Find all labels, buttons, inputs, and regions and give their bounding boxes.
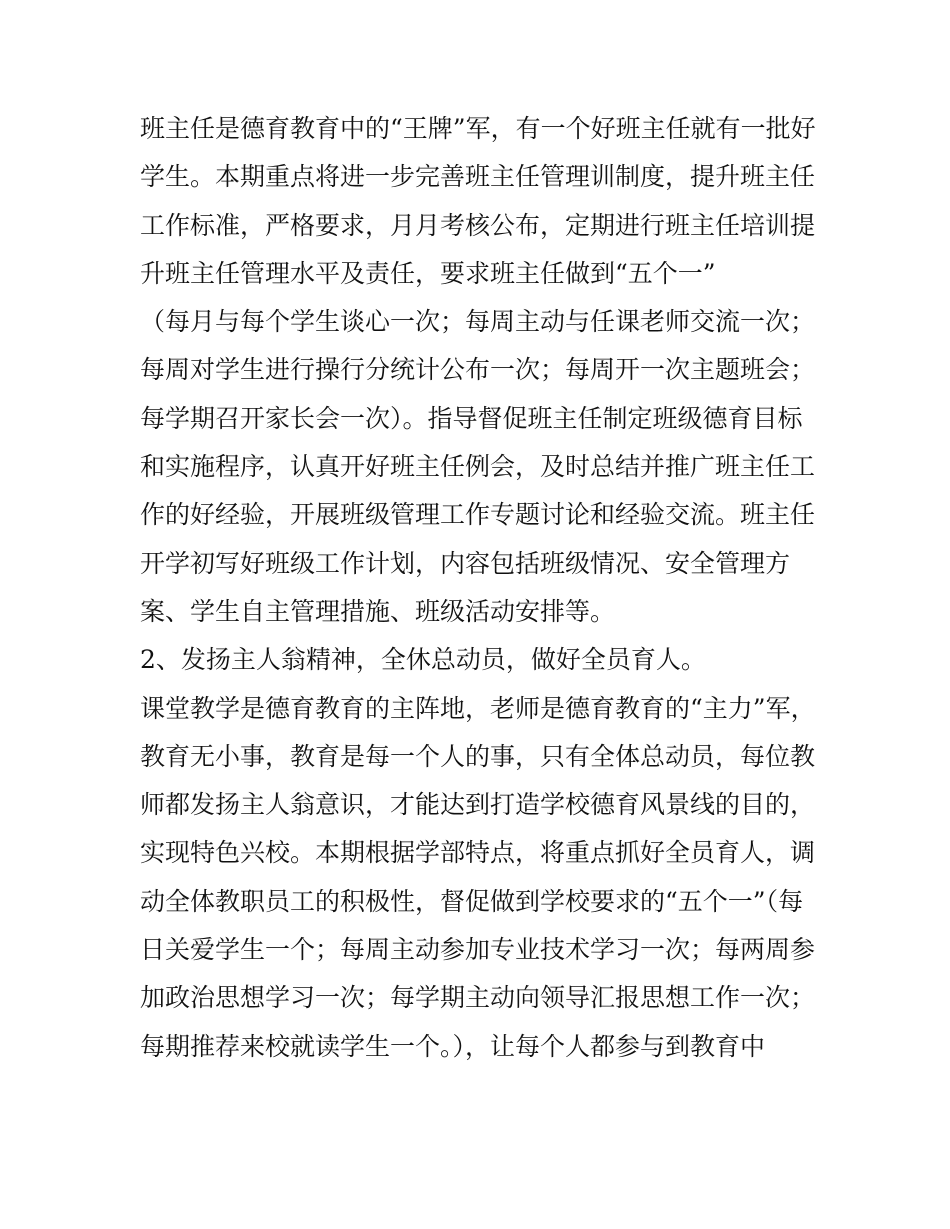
text-line: （每月与每个学生谈心一次；每周主动与任课老师交流一次； xyxy=(140,307,816,337)
text-line: 实现特色兴校。本期根据学部特点，将重点抓好全员育人，调 xyxy=(140,838,816,868)
body-text xyxy=(140,105,840,1071)
text-line: 加政治思想学习一次；每学期主动向领导汇报思想工作一次； xyxy=(140,983,816,1013)
text-line: 学生。本期重点将进一步完善班主任管理训制度，提升班主任 xyxy=(140,162,816,192)
text-line: 教育无小事，教育是每一个人的事，只有全体总动员，每位教 xyxy=(140,741,816,771)
text-line: 案、学生自主管理措施、班级活动安排等。 xyxy=(140,596,616,626)
text-line: 课堂教学是德育教育的主阵地，老师是德育教育的“主力”军， xyxy=(140,693,816,723)
text-line: 升班主任管理水平及责任，要求班主任做到“五个一” xyxy=(140,258,716,288)
section-heading: 2、发扬主人翁精神，全休总动员，做好全员育人。 xyxy=(140,645,706,675)
text-line: 和实施程序，认真开好班主任例会，及时总结并推广班主任工 xyxy=(140,452,816,482)
text-line: 每学期召开家长会一次）。指导督促班主任制定班级德育目标 xyxy=(140,403,803,433)
text-line: 班主任是德育教育中的“王牌”军，有一个好班主任就有一批好 xyxy=(140,114,816,143)
text-line: 师都发扬主人翁意识，才能达到打造学校德育风景线的目的， xyxy=(140,790,816,820)
text-line: 作的好经验，开展班级管理工作专题讨论和经验交流。班主任 xyxy=(140,500,816,530)
text-line: 每周对学生进行操行分统计公布一次；每周开一次主题班会； xyxy=(140,355,816,385)
text-line: 开学初写好班级工作计划，内容包括班级情况、安全管理方 xyxy=(140,548,791,578)
text-line: 工作标准，严格要求，月月考核公布，定期进行班主任培训提 xyxy=(140,210,816,240)
text-line: 动全体教职员工的积极性，督促做到学校要求的“五个一”（每 xyxy=(140,886,804,916)
text-line: 日关爱学生一个；每周主动参加专业技术学习一次；每两周参 xyxy=(140,935,816,965)
text-line: 每期推荐来校就读学生一个。），让每个人都参与到教育中 xyxy=(140,1031,766,1061)
